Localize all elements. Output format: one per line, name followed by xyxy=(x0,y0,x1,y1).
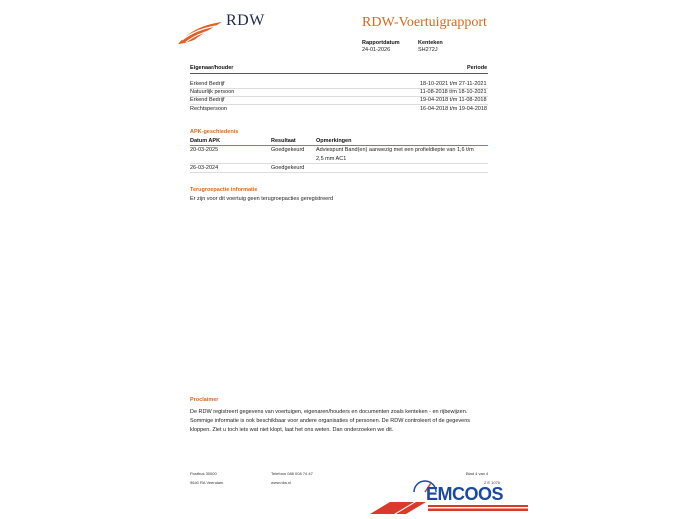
disclaimer-line: Sommige informatie is ook beschikbaar voor andere organisaties of personen. De RDW controleert of de gegevens xyxy=(190,418,471,424)
row-divider xyxy=(190,104,488,105)
apk-date-cell: 26-03-2024 xyxy=(190,165,219,171)
apk-date-cell: 20-03-2025 xyxy=(190,147,219,153)
rdw-wing-icon xyxy=(176,20,224,46)
apk-date-col-header: Datum APK xyxy=(190,138,221,144)
row-divider xyxy=(190,172,488,173)
owner-cell: Natuurlijk persoon xyxy=(190,89,235,95)
footer-city: 9640 RA Veendam xyxy=(190,480,224,485)
apk-remarks-col-header: Opmerkingen xyxy=(316,138,352,144)
rapportdatum-value: 24-01-2026 xyxy=(362,47,391,53)
kenteken-label: Kenteken xyxy=(418,40,443,46)
period-cell: 11-08-2018 t/m 18-10-2021 xyxy=(420,89,487,95)
emcoos-brand-text: EMCOOS xyxy=(426,484,504,504)
disclaimer-line: De RDW registreert gegevens van voertuigen, eigenaren/houders en documenten zoals kenteken - en rijbewijzen. xyxy=(190,409,468,415)
period-cell: 16-04-2018 t/m 19-04-2018 xyxy=(420,106,487,112)
logo-text: RDW xyxy=(226,12,265,29)
rapportdatum-label: Rapportdatum xyxy=(362,40,400,46)
apk-remarks-cell: Advies​punt Band(en) aanwezig met een profieldiepte van 1,6 t/m xyxy=(316,147,474,153)
report-title: RDW-Voertuigrapport xyxy=(362,15,487,30)
recall-section-title: Terugroepactie informatie xyxy=(190,187,258,193)
period-cell: 19-04-2018 t/m 11-08-2018 xyxy=(420,97,487,103)
footer-web-link[interactable]: www.rdw.nl xyxy=(271,480,292,485)
owners-header-rule xyxy=(190,73,488,74)
footer-code: 2 E 1070 xyxy=(484,480,501,485)
owner-cell: Erkend Bedrijf xyxy=(190,81,225,87)
footer-page-number: Blad 4 van 4 xyxy=(466,471,489,476)
apk-result-col-header: Resultaat xyxy=(271,138,296,144)
period-cell: 18-10-2021 t/m 27-11-2021 xyxy=(420,81,487,87)
apk-result-cell: Goedgekeurd xyxy=(271,147,305,153)
recall-text: Er zijn voor dit voertuig geen terugroepacties geregistreerd xyxy=(190,196,334,202)
owner-col-header: Eigenaar/houder xyxy=(190,65,234,71)
footer-phone: Telefoon 088 008 74 47 xyxy=(271,471,313,476)
apk-remarks-cell-continued: 2,5 mm AC1 xyxy=(316,156,347,162)
disclaimer-line: kloppen. Ziet u toch iets wat niet klopt, laat het ons weten. Dan onderzoeken we dit. xyxy=(190,427,394,433)
apk-result-cell: Goedgekeurd xyxy=(271,165,305,171)
row-divider xyxy=(190,163,488,164)
owner-cell: Erkend Bedrijf xyxy=(190,97,225,103)
rdw-logo xyxy=(176,20,224,46)
period-col-header: Periode xyxy=(467,65,488,71)
disclaimer-title: Proclaimer xyxy=(190,397,219,403)
owner-cell: Rechtspersoon xyxy=(190,106,227,112)
apk-header-rule xyxy=(190,145,488,146)
kenteken-value: SH272J xyxy=(418,47,438,53)
footer-postbus: Postbus 30000 xyxy=(190,471,217,476)
apk-section-title: APK-geschiedenis xyxy=(190,129,239,135)
